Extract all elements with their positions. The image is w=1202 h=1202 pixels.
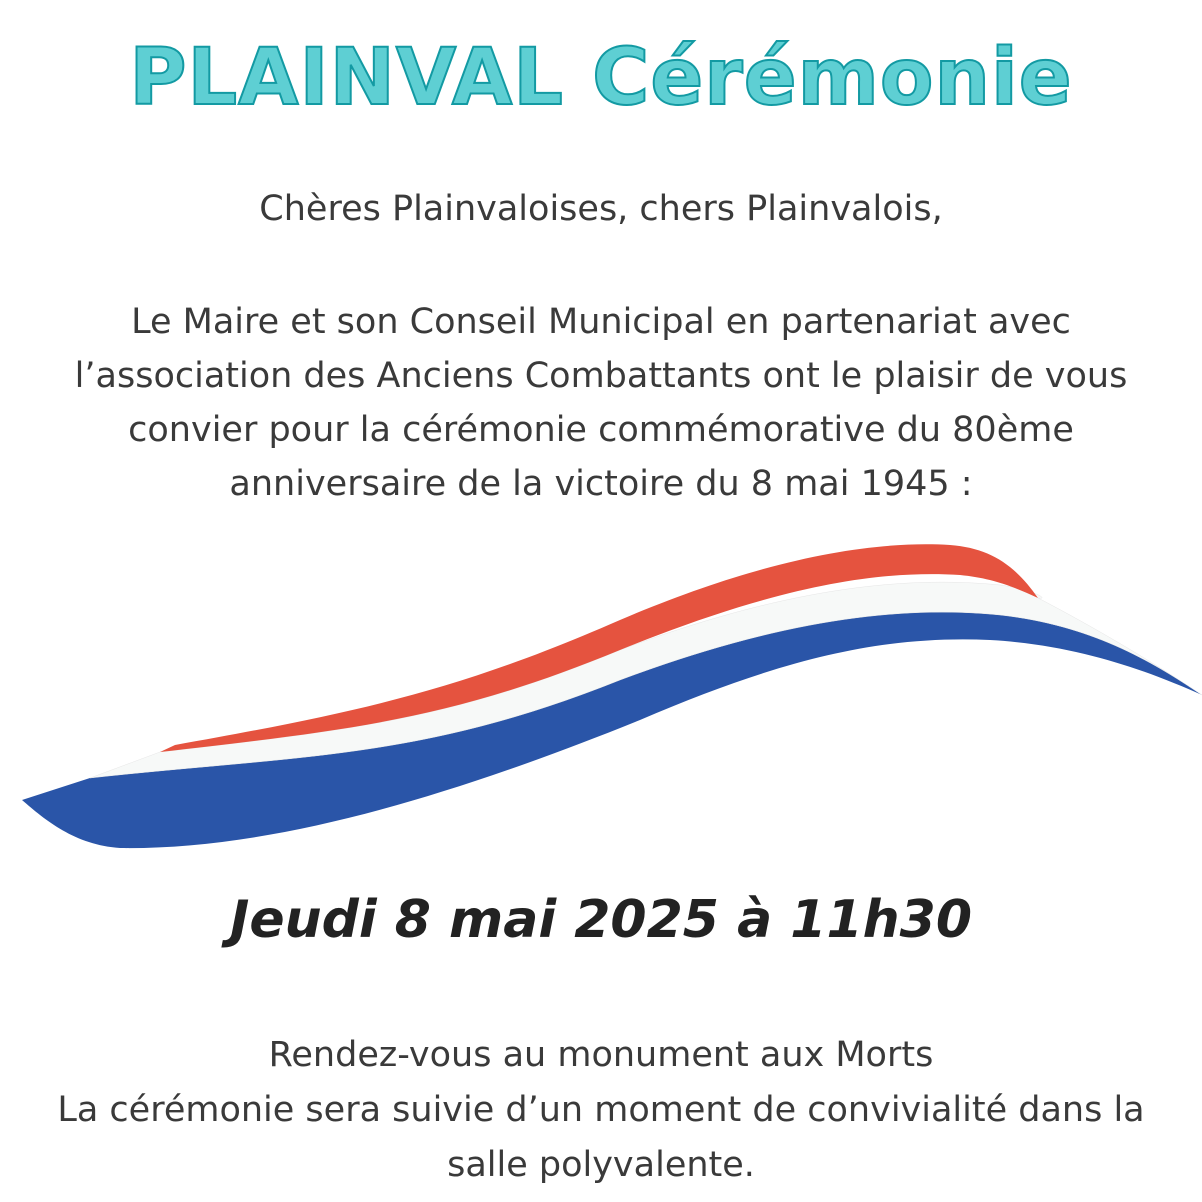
footer-line: salle polyvalente. — [447, 1145, 755, 1185]
footer-line: Rendez-vous au monument aux Morts — [268, 1035, 934, 1075]
footer-paragraph — [20, 1028, 1182, 1193]
intro-paragraph — [40, 295, 1162, 511]
footer-line: La cérémonie sera suivie d’un moment de convivialité dans la — [57, 1090, 1145, 1130]
greeting: Chères Plainvaloises, chers Plainvalois, — [259, 189, 943, 229]
intro-line: Le Maire et son Conseil Municipal en partenariat avec — [131, 302, 1071, 342]
event-date: Jeudi 8 mai 2025 à 11h30 — [229, 890, 973, 950]
tricolor-ribbon-image — [0, 520, 1202, 860]
intro-line: anniversaire de la victoire du 8 mai 1945 : — [229, 464, 973, 504]
intro-line: convier pour la cérémonie commémorative du 80ème — [128, 410, 1074, 450]
intro-line: l’association des Anciens Combattants ont le plaisir de vous — [74, 356, 1128, 396]
page-title: PLAINVAL Cérémonie — [129, 33, 1073, 123]
